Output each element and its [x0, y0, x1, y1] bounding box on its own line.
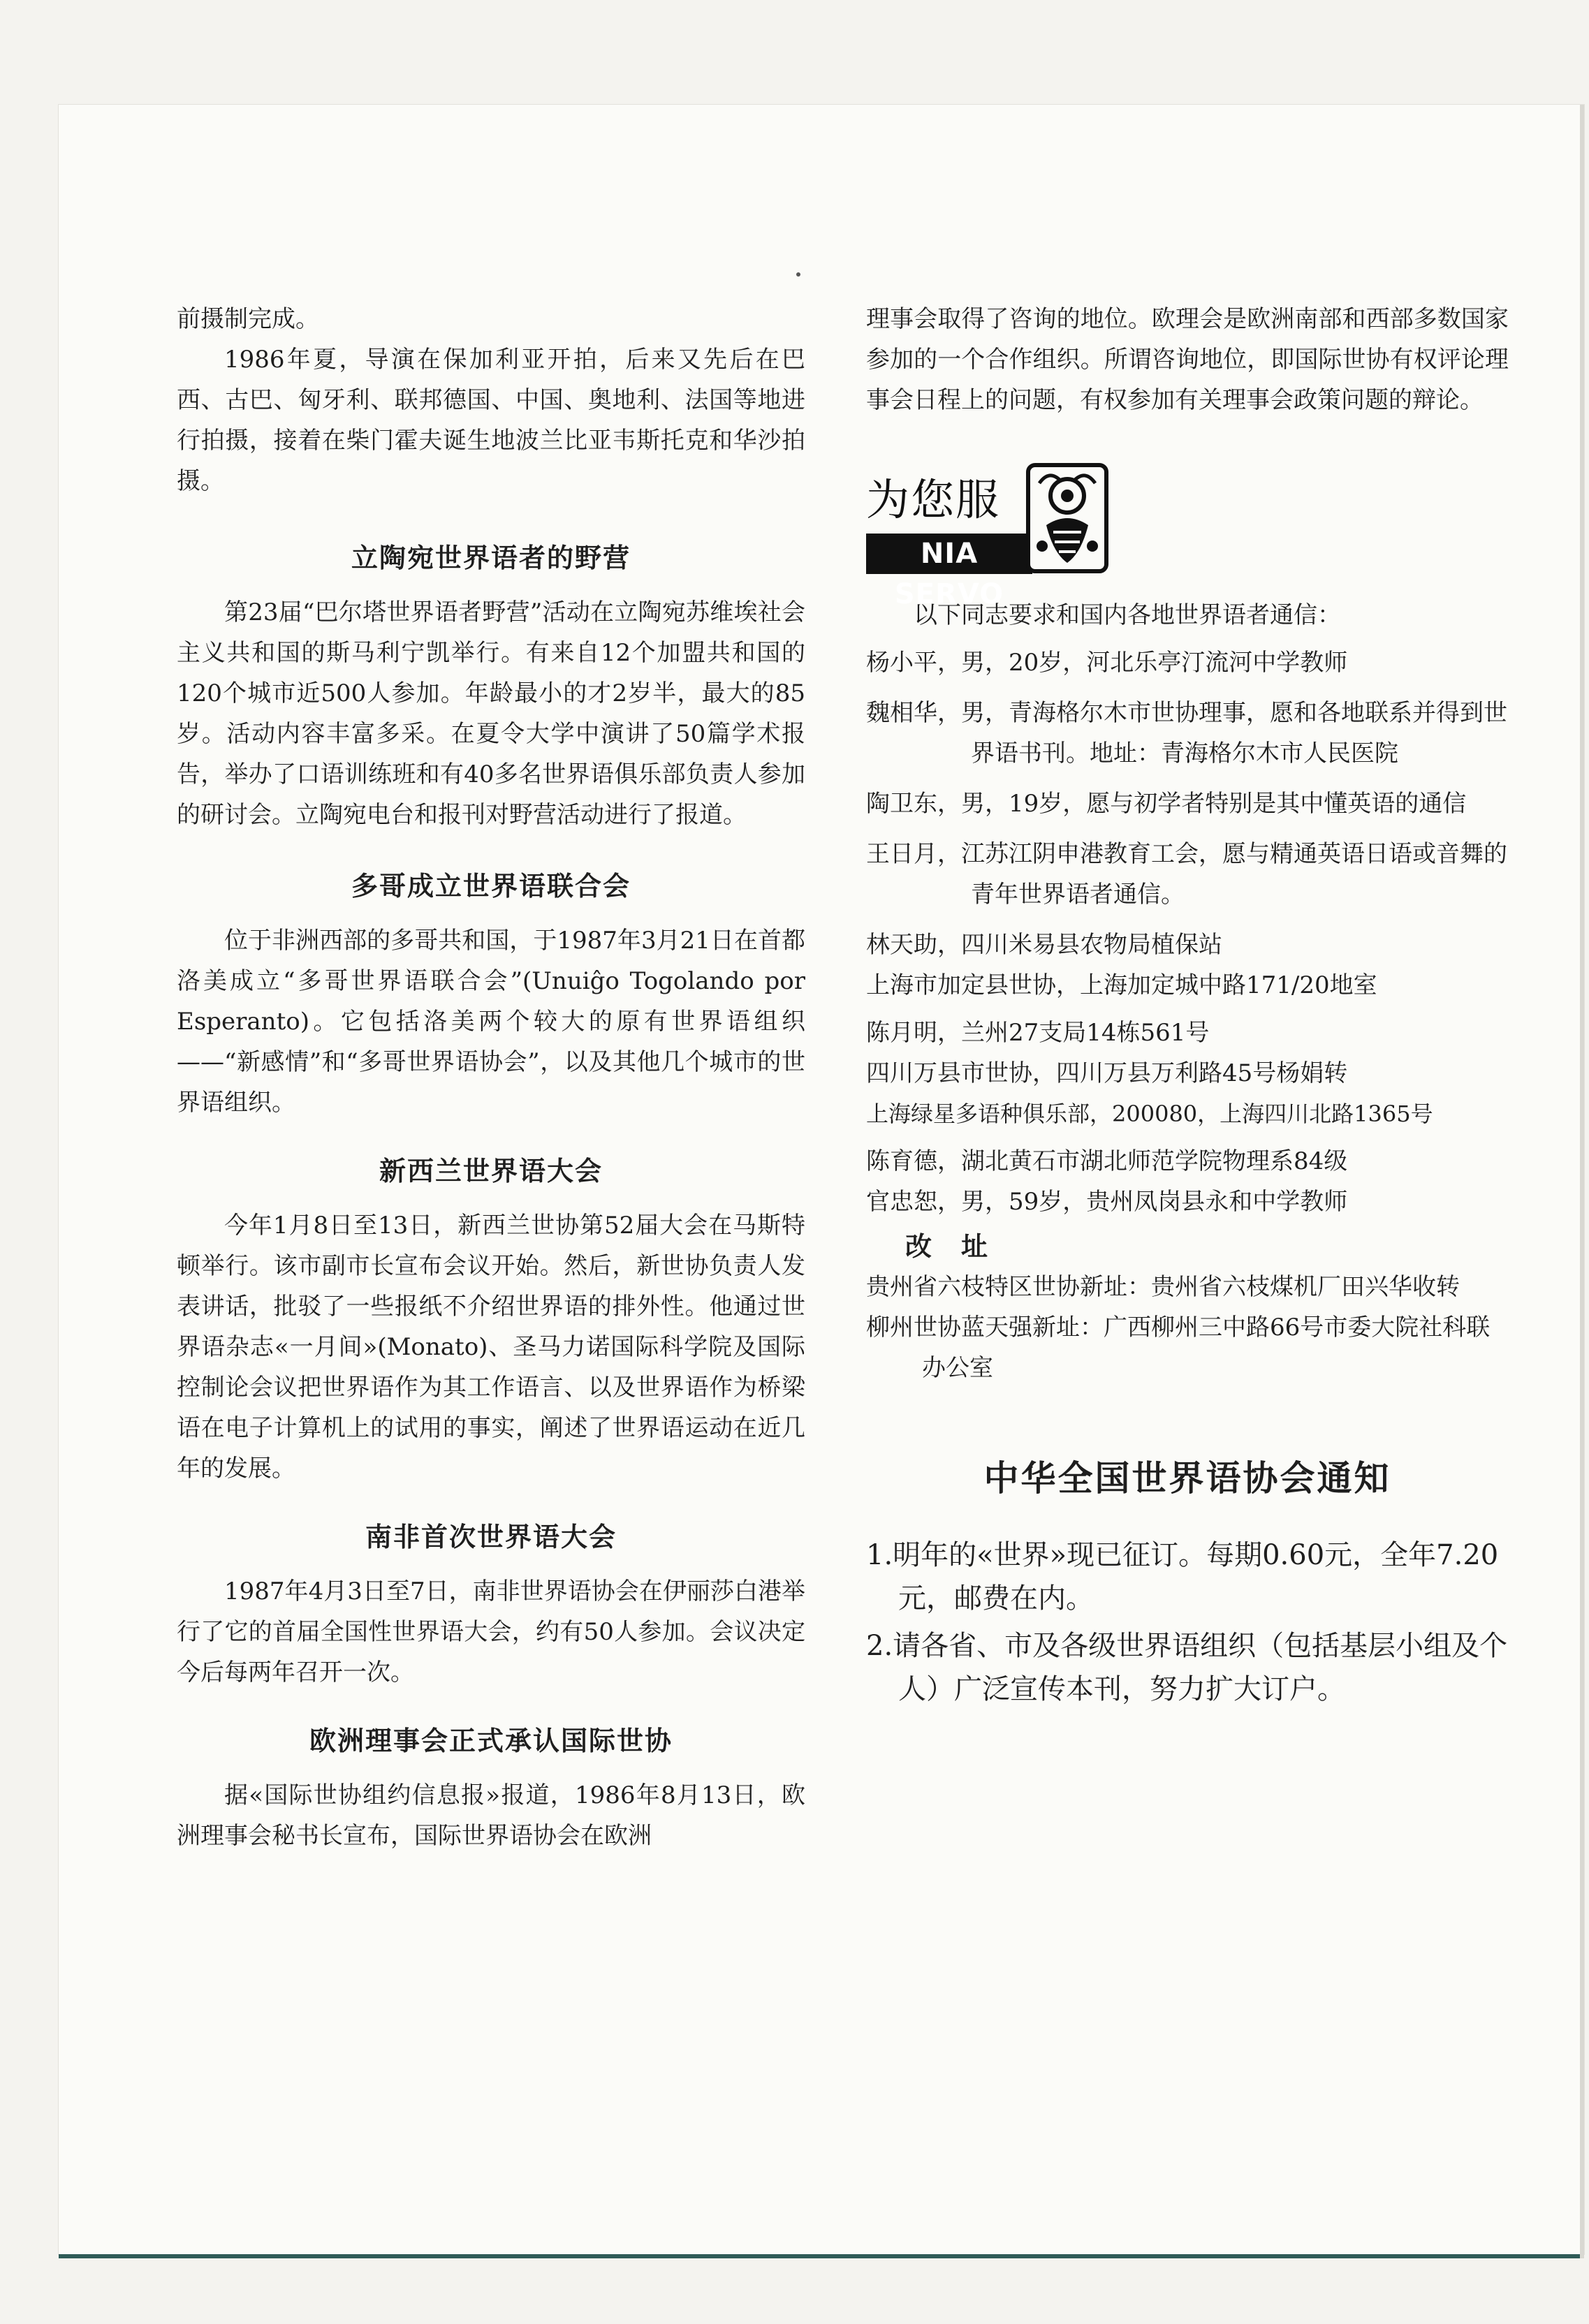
article-body: 今年1月8日至13日，新西兰世协第52届大会在马斯特顿举行。该市副市长宣布会议开始。然后，新世协负责人发表讲话，批驳了一些报纸不介绍世界语的排外性。他通过世界语杂志«一月间»(Monato)、圣马力诺国际科学院及国际控制论会议把世界语作为其工作语言、以及世界语作为桥梁语在电子计算机上的试用的事实，阐述了世界语运动在近几年的发展。 — [177, 1212, 805, 1483]
article-body: 1987年4月3日至7日，南非世界语协会在伊丽莎白港举行了它的首届全国性世界语大会，约有50人参加。会议决定今后每两年召开一次。 — [177, 1577, 805, 1686]
continuation-paragraph: 理事会取得了咨询的地位。欧理会是欧洲南部和西部多数国家参加的一个合作组织。所谓咨询地位，即国际世协有权评论理事会日程上的问题，有权参加有关理事会政策问题的辩论。 — [866, 305, 1509, 414]
contact-name: 陶卫东， — [866, 790, 961, 818]
page-right-edge — [1580, 105, 1584, 2258]
contact-entry — [866, 784, 1509, 824]
notice-item: 2.请各省、市及各级世界语组织（包括基层小组及个人）广泛宣传本刊，努力扩大订户。 — [866, 1630, 1508, 1705]
contact-name: 王日月， — [866, 840, 961, 868]
address-change-item: 贵州省六枝特区世协新址：贵州省六枝煤机厂田兴华收转 — [866, 1273, 1460, 1301]
article-title: 立陶宛世界语者的野营 — [351, 543, 631, 573]
article-title: 南非首次世界语大会 — [365, 1522, 617, 1552]
address-change-heading: 改 址 — [905, 1231, 990, 1262]
contact-intro: 以下同志要求和国内各地世界语者通信： — [914, 601, 1341, 629]
contact-detail: 江苏江阴申港教育工会，愿与精通英语日语或音舞的青年世界语者通信。 — [961, 840, 1507, 909]
article-title: 新西兰世界语大会 — [379, 1156, 603, 1186]
notice-item: 1.明年的«世界»现已征订。每期0.60元，全年7.20元，邮费在内。 — [866, 1539, 1499, 1615]
right-column — [866, 299, 1509, 1711]
print-speck — [796, 272, 800, 277]
contact-entry — [866, 834, 1509, 915]
intro-line: 前摄制完成。 — [177, 305, 319, 333]
service-banner — [866, 462, 1509, 610]
address-change-item: 柳州世协蓝天强新址：广西柳州三中路66号市委大院社科联办公室 — [866, 1314, 1491, 1382]
page-bottom-edge — [59, 2254, 1584, 2258]
notice-title: 中华全国世界语协会通知 — [983, 1458, 1391, 1499]
contact-entry — [866, 693, 1509, 774]
intro-paragraph: 1986年夏，导演在保加利亚开拍，后来又先后在巴西、古巴、匈牙利、联邦德国、中国、奥地利、法国等地进行拍摄，接着在柴门霍夫诞生地波兰比亚韦斯托克和华沙拍摄。 — [177, 346, 805, 495]
address-line: 官忠恕，男，59岁，贵州凤岗县永和中学教师 — [866, 1188, 1348, 1216]
address-line: 林天助，四川米易县农物局植保站 — [866, 931, 1222, 959]
contact-name: 魏相华， — [866, 699, 961, 727]
address-line: 陈月明，兰州27支局14栋561号 — [866, 1019, 1210, 1047]
contact-entry — [866, 642, 1509, 683]
banner-subtitle: NIA SERVO — [866, 534, 1032, 574]
article-body: 位于非洲西部的多哥共和国，于1987年3月21日在首都洛美成立“多哥世界语联合会”(Unuiĝo Togolando por Esperanto)。它包括洛美两个较大的原有世界语组织——“新感情”和“多哥世界语协会”，以及其他几个城市的世界语组织。 — [177, 927, 805, 1117]
article-body: 第23届“巴尔塔世界语者野营”活动在立陶宛苏维埃社会主义共和国的斯马利宁凯举行。有来自12个加盟共和国的120个城市近500人参加。年龄最小的才2岁半，最大的85岁。活动内容丰富多采。在夏令大学中演讲了50篇学术报告，举办了口语训练班和有40多名世界语俱乐部负责人参加的研讨会。立陶宛电台和报刊对野营活动进行了报道。 — [177, 598, 805, 829]
left-column — [177, 299, 805, 1856]
address-line: 陈育德，湖北黄石市湖北师范学院物理系84级 — [866, 1147, 1348, 1175]
contact-detail: 男，20岁，河北乐亭汀流河中学教师 — [961, 649, 1348, 677]
contact-detail: 男，19岁，愿与初学者特别是其中懂英语的通信 — [961, 790, 1467, 818]
address-line: 上海市加定县世协，上海加定城中路171/20地室 — [866, 971, 1377, 999]
article-body: 据«国际世协组约信息报»报道，1986年8月13日，欧洲理事会秘书长宣布，国际世界语协会在欧洲 — [177, 1781, 805, 1850]
article-title: 多哥成立世界语联合会 — [351, 871, 631, 902]
contact-detail: 男，青海格尔木市世协理事，愿和各地联系并得到世界语书刊。地址：青海格尔木市人民医院 — [961, 699, 1507, 767]
address-line: 上海绿星多语种俱乐部，200080，上海四川北路1365号 — [866, 1101, 1433, 1127]
ornamental-seal-icon — [1025, 462, 1109, 574]
article-title: 欧洲理事会正式承认国际世协 — [309, 1726, 673, 1756]
contact-name: 杨小平， — [866, 649, 961, 677]
banner-title: 为您服 — [866, 474, 1001, 525]
address-line: 四川万县市世协，四川万县万利路45号杨娟转 — [866, 1059, 1348, 1087]
